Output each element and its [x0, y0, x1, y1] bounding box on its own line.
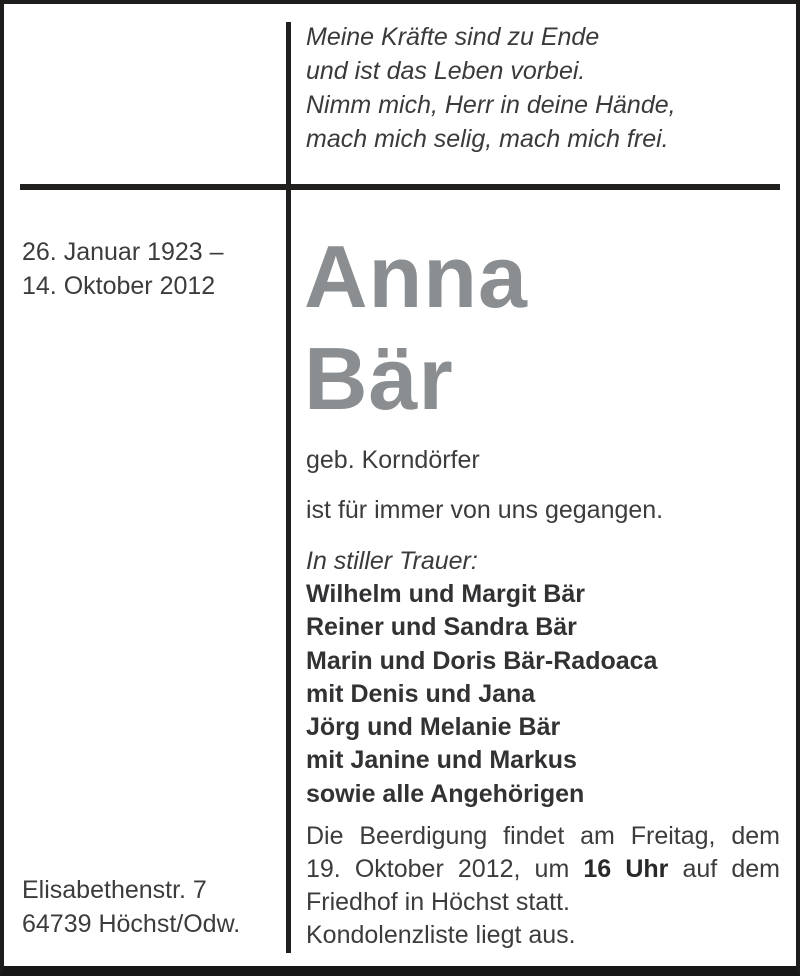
mourning-section	[306, 545, 657, 811]
horizontal-divider-line	[20, 184, 780, 190]
death-date: 14. Oktober 2012	[22, 272, 216, 300]
family-member-line: mit Denis und Jana	[306, 679, 536, 708]
family-member-line: Reiner und Sandra Bär	[306, 613, 577, 642]
deceased-name	[304, 226, 528, 430]
address-city: 64739 Höchst/Odw.	[22, 910, 241, 938]
family-member-line: sowie alle Angehörigen	[306, 779, 585, 808]
life-dates	[22, 235, 224, 303]
home-address	[22, 873, 240, 941]
funeral-time: 16 Uhr	[583, 855, 669, 883]
farewell-line: ist für immer von uns gegangen.	[306, 496, 664, 524]
birth-date: 26. Januar 1923 –	[22, 238, 224, 266]
funeral-line2-post: auf dem	[682, 855, 780, 883]
family-member-line: Jörg und Melanie Bär	[306, 713, 561, 742]
address-street: Elisabethenstr. 7	[22, 876, 207, 904]
vertical-divider-line	[286, 22, 291, 953]
funeral-announcement	[306, 820, 780, 952]
funeral-line: Die Beerdigung findet am Freitag, dem	[306, 822, 780, 850]
epitaph-verse-line: und ist das Leben vorbei.	[306, 57, 586, 85]
funeral-line	[306, 853, 780, 886]
epitaph-verse-line: mach mich selig, mach mich frei.	[306, 125, 669, 153]
funeral-line: Friedhof in Höchst statt.	[306, 888, 571, 916]
family-member-line: mit Janine und Markus	[306, 746, 577, 775]
mourning-intro: In stiller Trauer:	[306, 547, 478, 575]
epitaph-verse	[306, 20, 676, 156]
epitaph-verse-line: Meine Kräfte sind zu Ende	[306, 23, 600, 51]
family-member-line: Marin und Doris Bär-Radoaca	[306, 646, 658, 675]
funeral-line2-pre: 19. Oktober 2012, um	[306, 855, 570, 883]
epitaph-verse-line: Nimm mich, Herr in deine Hände,	[306, 91, 676, 119]
deceased-first-name: Anna	[304, 227, 528, 326]
funeral-line: Kondolenzliste liegt aus.	[306, 921, 576, 949]
family-member-line: Wilhelm und Margit Bär	[306, 580, 585, 608]
deceased-last-name: Bär	[304, 329, 454, 428]
maiden-name: geb. Korndörfer	[306, 446, 480, 474]
